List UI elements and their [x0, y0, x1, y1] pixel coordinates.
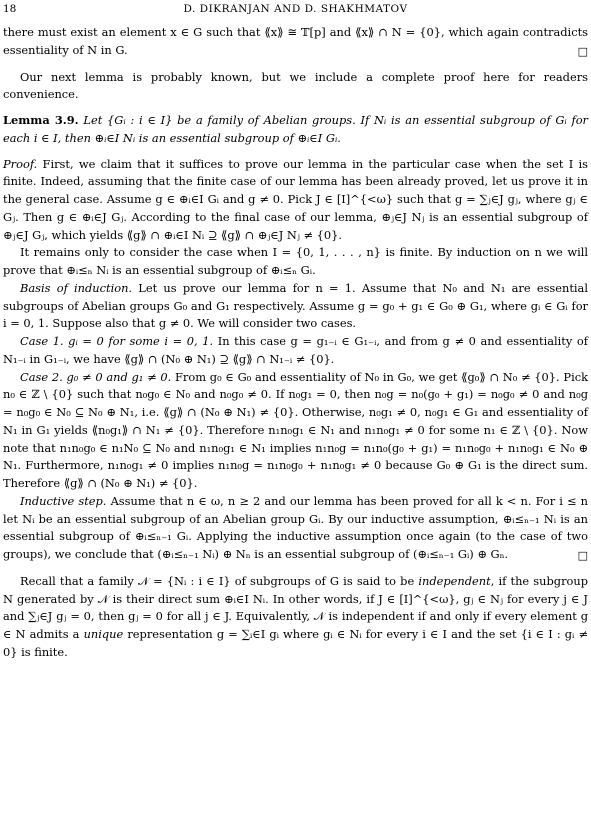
lemma-label: Lemma 3.9. — [3, 113, 79, 127]
case2-text: From g₀ ∈ G₀ and essentiality of N₀ in G₀, we get ⟪g₀⟫ ∩ N₀ ≠ {0}. Pick n₀ ∈ ℤ \ {0} such that n₀g₀ ∈ N₀ and n₀g₀ ≠ 0. If n₀g₁ = 0, then n₀g = n₀(g₀ + g₁) = n₀g₀ ≠ 0 and n₀g = n₀g₀ ∈ N₀ ⊆ N₀ ⊕ N₁, i.e. ⟪g⟫ ∩ (N₀ ⊕ N₁) ≠ {0}. Otherwise, n₀g₁ ≠ 0, n₀g₁ ∈ G₁ and essentiality of N₁ in G₁ yields ⟪n₀g₁⟫ ∩ N₁ ≠ {0}. Therefore n₁n₀g₁ ∈ N₁ and n₁n₀g₁ ≠ 0 for some n₁ ∈ ℤ \ {0}. Now note that n₁n₀g₀ ∈ n₁N₀ ⊆ N₀ and n₁n₀g₁ ∈ N₁ implies n₁n₀g = n₁n₀(g₀ + g₁) = n₁n₀g₀ + n₁n₀g₁ ∈ N₀ ⊕ N₁. Furthermore, n₁n₀g₁ ≠ 0 implies n₁n₀g = n₁n₀g₀ + n₁n₀g₁ ≠ 0 because G₀ ⊕ G₁ is the direct sum. Therefore ⟪g⟫ ∩ (N₀ ⊕ N₁) ≠ {0}. — [3, 369, 589, 490]
case1-text: In this case g = g₁₋ᵢ ∈ G₁₋ᵢ, and from g ≠ 0 and essentiality of N₁₋ᵢ in G₁₋ᵢ, we have ⟪g⟫ ∩ (N₀ ⊕ N₁) ⊇ ⟪g⟫ ∩ N₁₋ᵢ ≠ {0}. — [3, 334, 588, 366]
recall-text-1: Recall that a family 𝒩 = {Nᵢ : i ∈ I} of subgroups of G is said to be — [20, 573, 419, 588]
proof-label: Proof. — [3, 156, 38, 171]
paragraph-intro-lemma: Our next lemma is probably known, but we include a complete proof here for readers convenience. — [3, 69, 588, 102]
case2-label: Case 2. g₀ ≠ 0 and g₁ ≠ 0. — [20, 369, 172, 384]
qed-mark-lemma: □ — [577, 549, 588, 562]
recall-text-2: , if the subgroup N generated by 𝒩 is their direct sum ⊕ᵢ∈I Nᵢ. In other words, if J ∈ [I]^{<ω}, gⱼ ∈ Nⱼ for every j ∈ J and ∑ⱼ∈J gⱼ = 0, then gⱼ = 0 for all j ∈ J. Equivalently, 𝒩 is independent if and only if every element g ∈ N admits a — [3, 573, 588, 641]
lemma-statement — [3, 112, 588, 148]
running-title: D. DIKRANJAN AND D. SHAKHMATOV — [183, 3, 408, 15]
recall-unique: unique — [83, 627, 124, 641]
page-number: 18 — [3, 3, 17, 15]
recall-independent: independent — [418, 573, 491, 588]
case1-paragraph — [3, 333, 588, 369]
inductive-label: Inductive step. — [20, 493, 107, 508]
paragraph-continuation-text: there must exist an element x ∈ G such that ⟪x⟫ ≅ 𝕋[p] and ⟪x⟫ ∩ N = {0}, which again contradicts essentiality of N in G. — [3, 25, 588, 57]
qed-mark: □ — [577, 44, 588, 58]
case1-label: Case 1. gᵢ = 0 for some i = 0, 1. — [20, 334, 214, 348]
running-head — [3, 2, 588, 16]
basis-paragraph — [3, 280, 588, 333]
proof-text: First, we claim that it suffices to prove our lemma in the particular case when the set I is finite. Indeed, assuming that the finite case of our lemma has been already proved, let us prove it in the general case. Assume g ∈ ⊕ᵢ∈I Gᵢ and g ≠ 0. Pick J ∈ [I]^{<ω} such that g = ∑ⱼ∈J gⱼ, where gⱼ ∈ Gⱼ. Then g ∈ ⊕ᵢ∈J Gⱼ. According to the final case of our lemma, ⊕ⱼ∈J Nⱼ is an essential subgroup of ⊕ⱼ∈J Gⱼ, which yields ⟪g⟫ ∩ ⊕ᵢ∈I Nᵢ ⊇ ⟪g⟫ ∩ ⊕ⱼ∈J Nⱼ ≠ {0}. — [3, 156, 588, 242]
basis-text: Let us prove our lemma for n = 1. Assume that N₀ and N₁ are essential subgroups of Abelian groups G₀ and G₁ respectively. Assume g = g₀ + g₁ ∈ G₀ ⊕ G₁, where gᵢ ∈ Gᵢ for i = 0, 1. Suppose also that g ≠ 0. We will consider two cases. — [3, 280, 588, 331]
recall-paragraph — [3, 573, 588, 662]
lemma-text: Let {Gᵢ : i ∈ I} be a family of Abelian groups. If Nᵢ is an essential subgroup of Gᵢ for each i ∈ I, then ⊕ᵢ∈I Nᵢ is an essential subgroup of ⊕ᵢ∈I Gᵢ. — [3, 113, 589, 145]
paragraph-continuation — [3, 24, 588, 60]
case2-paragraph — [3, 369, 588, 493]
inductive-text: Assume that n ∈ ω, n ≥ 2 and our lemma has been proved for all k < n. For i ≤ n let Nᵢ be an essential subgroup of an Abelian group Gᵢ. By our inductive assumption, ⊕ᵢ≤ₙ₋₁ Nᵢ is an essential subgroup of ⊕ᵢ≤ₙ₋₁ Gᵢ. Applying the inductive assumption once again (to the case of two groups), we conclude that (⊕ᵢ≤ₙ₋₁ Nᵢ) ⊕ Nₙ is an essential subgroup of (⊕ᵢ≤ₙ₋₁ Gᵢ) ⊕ Gₙ. — [3, 493, 589, 561]
paragraph-remains: It remains only to consider the case when I = {0, 1, . . . , n} is finite. By induction on n we will prove that ⊕ᵢ≤ₙ Nᵢ is an essential subgroup of ⊕ᵢ≤ₙ Gᵢ. — [3, 245, 588, 277]
basis-label: Basis of induction. — [20, 280, 133, 295]
body-text — [3, 24, 588, 662]
inductive-paragraph — [3, 493, 588, 564]
recall-text-3: representation g = ∑ᵢ∈I gᵢ where gᵢ ∈ Nᵢ for every i ∈ I and the set {i ∈ I : gᵢ ≠ 0} is finite. — [3, 627, 588, 659]
proof-paragraph — [3, 156, 588, 245]
